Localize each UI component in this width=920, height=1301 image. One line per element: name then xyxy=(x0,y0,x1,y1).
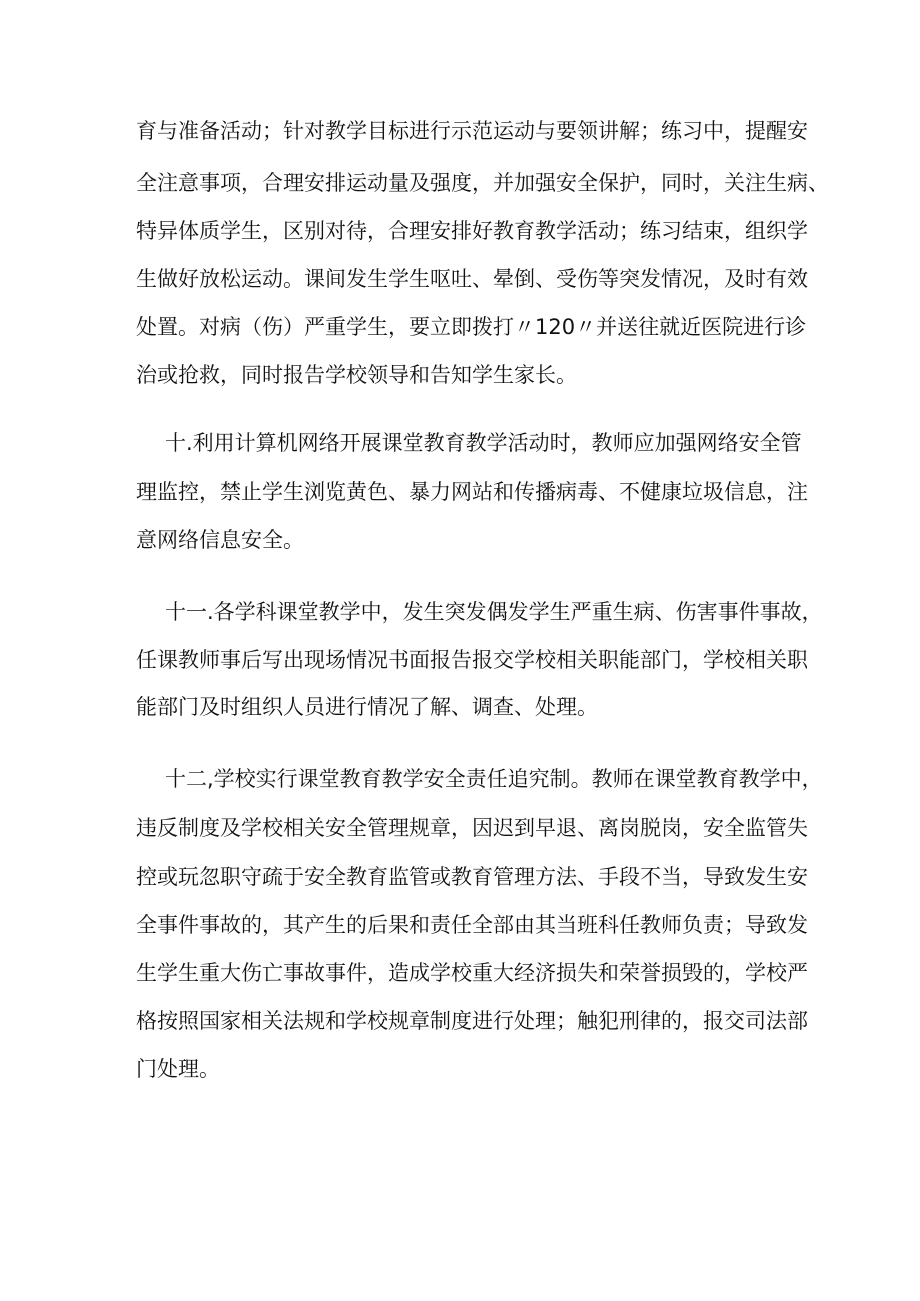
text-line: 全注意事项，合理安排运动量及强度，并加强安全保护，同时，关注生病、 xyxy=(136,171,829,195)
text-line: 任课教师事后写出现场情况书面报告报交学校相关职能部门，学校相关职 xyxy=(136,648,808,672)
text-line: 格按照国家相关法规和学校规章制度进行处理；触犯刑律的，报交司法部 xyxy=(136,1009,808,1033)
text-line: 十一.各学科课堂教学中，发生突发偶发学生严重生病、伤害事件事故， xyxy=(165,600,823,624)
text-line: 全事件事故的，其产生的后果和责任全部由其当班科任教师负责；导致发 xyxy=(136,913,808,937)
text-line: 控或玩忽职守疏于安全教育监管或教育管理方法、手段不当，导致发生安 xyxy=(136,865,808,889)
text-line: 生做好放松运动。课间发生学生呕吐、晕倒、受伤等突发情况，及时有效 xyxy=(136,267,808,291)
text-line: 意网络信息安全。 xyxy=(136,528,304,552)
text-line: 十.利用计算机网络开展课堂教育教学活动时，教师应加强网络安全管 xyxy=(165,431,802,455)
text-line: 理监控，禁止学生浏览黄色、暴力网站和传播病毒、不健康垃圾信息，注 xyxy=(136,480,808,504)
text-line: 违反制度及学校相关安全管理规章，因迟到早退、离岗脱岗，安全监管失 xyxy=(136,816,808,840)
text-line: 处置。对病（伤）严重学生，要立即拨打〃120〃并送往就近医院进行诊 xyxy=(136,315,807,339)
text-line: 育与准备活动；针对教学目标进行示范运动与要领讲解；练习中，提醒安 xyxy=(136,119,808,143)
text-line: 治或抢救，同时报告学校领导和告知学生家长。 xyxy=(136,363,577,387)
text-line: 特异体质学生，区别对待，合理安排好教育教学活动；练习结束，组织学 xyxy=(136,219,808,243)
text-line: 生学生重大伤亡事故事件，造成学校重大经济损失和荣誉损毁的，学校严 xyxy=(136,961,808,985)
text-line: 门处理。 xyxy=(136,1057,220,1081)
text-line: 十二,学校实行课堂教育教学安全责任追究制。教师在课堂教育教学中， xyxy=(165,767,823,791)
text-line: 能部门及时组织人员进行情况了解、调查、处理。 xyxy=(136,695,598,719)
